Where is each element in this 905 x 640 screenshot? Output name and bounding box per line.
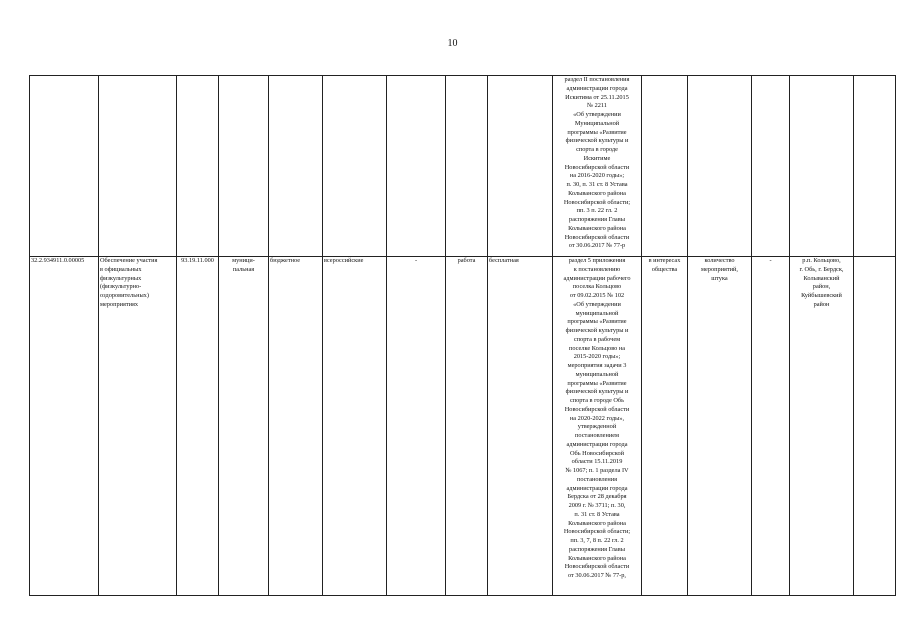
cell-type: бюджетное: [269, 257, 323, 596]
table-row: [30, 76, 896, 257]
cell-type: [269, 76, 323, 257]
cell-code: 32.2.934911.0.00005: [30, 257, 99, 596]
cell-indicator: количество мероприятий, штука: [688, 257, 752, 596]
cell-kind: [446, 76, 488, 257]
cell-legal-basis: раздел 5 приложения к постановлению администрации рабочего поселка Кольцово от 09.02.2015 № 102 «Об утверждении муниципальной программы «Развитие физической культуры и спорта в рабочем поселке Кольцово на 2015-2020 годы»; мероприятия задачи 3 муниципальной программы «Развитие физической культуры и спорта в городе Обь Новосибирской области на 2020-2022 годы», утвержденной постановлением администрации города Обь Новосибирской области 15.11.2019 № 1067; п. 1 раздела IV постановления администрации города Бердска от 28 декабря 2009 г. № 3711; п. 30, п. 31 ст. 8 Устава Колыванского района Новосибирской области; пп. 3, 7, 8 п. 22 гл. 2 распоряжения Главы Колыванского района Новосибирской области от 30.06.2017 № 77-р,: [553, 257, 642, 596]
cell-interest: [642, 76, 688, 257]
cell-name: [99, 76, 177, 257]
cell-category: всероссийские: [323, 257, 387, 596]
cell-fee: -: [387, 257, 446, 596]
page-number: 10: [447, 38, 458, 49]
cell-level: [219, 76, 269, 257]
cell-code: [30, 76, 99, 257]
cell-okved: [177, 76, 219, 257]
cell-level: муници- пальная: [219, 257, 269, 596]
cell-dash: [752, 76, 790, 257]
cell-extra: [854, 76, 896, 257]
cell-area: р.п. Кольцово, г. Обь, г. Бердск, Колыванский район, Куйбышевский район: [790, 257, 854, 596]
cell-okved: 93.19.11.000: [177, 257, 219, 596]
registry-table: [29, 75, 896, 596]
cell-legal-basis: раздел II постановления администрации города Искитима от 25.11.2015 № 2211 «Об утверждении Муниципальной программы «Развитие физической культуры и спорта в городе Искитиме Новосибирской области на 2016-2020 годы»; п. 30, п. 31 ст. 8 Устава Колыванского района Новосибирской области; пп. 3 п. 22 гл. 2 распоряжения Главы Колыванского района Новосибирской области от 30.06.2017 № 77-р: [553, 76, 642, 257]
cell-area: [790, 76, 854, 257]
cell-kind: работа: [446, 257, 488, 596]
table-row: [30, 257, 896, 596]
cell-interest: в интересах общества: [642, 257, 688, 596]
cell-payment: бесплатная: [488, 257, 553, 596]
cell-indicator: [688, 76, 752, 257]
cell-fee: [387, 76, 446, 257]
cell-dash: -: [752, 257, 790, 596]
cell-category: [323, 76, 387, 257]
cell-extra: [854, 257, 896, 596]
cell-name: Обеспечение участия в официальных физкультурных (физкультурно- оздоровительных) мероприятиях: [99, 257, 177, 596]
cell-payment: [488, 76, 553, 257]
